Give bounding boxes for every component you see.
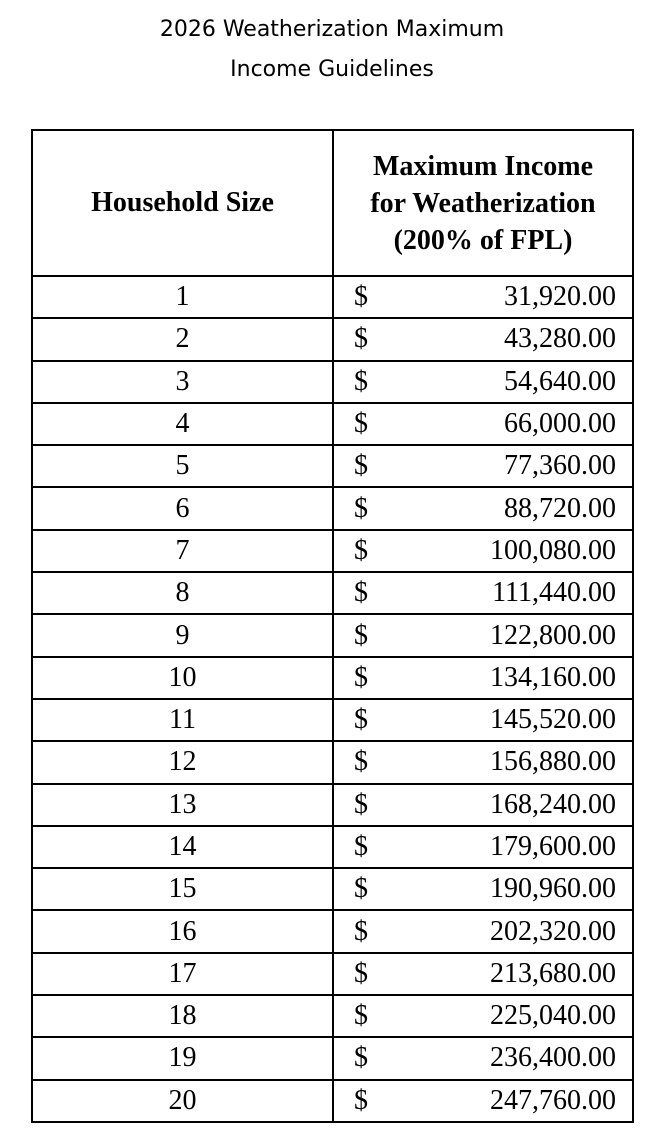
maximum-income-cell	[333, 487, 633, 529]
currency-symbol: $	[354, 492, 368, 524]
maximum-income-cell	[333, 530, 633, 572]
maximum-income-cell	[333, 572, 633, 614]
currency-symbol: $	[354, 915, 368, 947]
household-size-header: Household Size	[32, 130, 333, 276]
currency-symbol: $	[354, 957, 368, 989]
household-size-cell: 4	[32, 403, 333, 445]
currency-symbol: $	[354, 1042, 368, 1074]
household-size-cell: 15	[32, 868, 333, 910]
maximum-income-cell	[333, 403, 633, 445]
maximum-income-cell	[333, 995, 633, 1037]
household-size-cell: 18	[32, 995, 333, 1037]
table-row	[32, 445, 633, 487]
household-size-cell: 12	[32, 741, 333, 783]
income-amount: 31,920.00	[504, 281, 616, 313]
currency-symbol: $	[354, 619, 368, 651]
household-size-cell: 6	[32, 487, 333, 529]
currency-symbol: $	[354, 661, 368, 693]
table-body	[32, 276, 633, 1122]
currency-symbol: $	[354, 323, 368, 355]
table-row	[32, 826, 633, 868]
table-row	[32, 953, 633, 995]
table-row	[32, 572, 633, 614]
table-header-row	[32, 130, 633, 276]
currency-symbol: $	[354, 746, 368, 778]
maximum-income-cell	[333, 361, 633, 403]
income-amount: 190,960.00	[490, 873, 616, 905]
income-amount: 168,240.00	[490, 788, 616, 820]
income-amount: 88,720.00	[504, 492, 616, 524]
income-amount: 43,280.00	[504, 323, 616, 355]
table-row	[32, 868, 633, 910]
household-size-cell: 13	[32, 784, 333, 826]
income-amount: 122,800.00	[490, 619, 616, 651]
household-size-cell: 5	[32, 445, 333, 487]
household-size-cell: 14	[32, 826, 333, 868]
maximum-income-cell	[333, 953, 633, 995]
table-row	[32, 995, 633, 1037]
currency-symbol: $	[354, 408, 368, 440]
income-amount: 213,680.00	[490, 957, 616, 989]
maximum-income-cell	[333, 784, 633, 826]
household-size-cell: 8	[32, 572, 333, 614]
maximum-income-cell	[333, 868, 633, 910]
currency-symbol: $	[354, 1084, 368, 1116]
table-row	[32, 1080, 633, 1122]
income-amount: 225,040.00	[490, 1000, 616, 1032]
income-amount: 54,640.00	[504, 365, 616, 397]
income-amount: 134,160.00	[490, 661, 616, 693]
currency-symbol: $	[354, 1000, 368, 1032]
income-amount: 111,440.00	[492, 577, 616, 609]
table-row	[32, 318, 633, 360]
income-amount: 100,080.00	[490, 534, 616, 566]
maximum-income-cell	[333, 445, 633, 487]
table-row	[32, 784, 633, 826]
currency-symbol: $	[354, 788, 368, 820]
household-size-cell: 2	[32, 318, 333, 360]
maximum-income-cell	[333, 1080, 633, 1122]
table-row	[32, 1037, 633, 1079]
maximum-income-cell	[333, 699, 633, 741]
currency-symbol: $	[354, 281, 368, 313]
income-amount: 156,880.00	[490, 746, 616, 778]
income-amount: 202,320.00	[490, 915, 616, 947]
maximum-income-header-line-3: (200% of FPL)	[393, 224, 573, 256]
table-row	[32, 487, 633, 529]
income-amount: 247,760.00	[490, 1084, 616, 1116]
household-size-cell: 7	[32, 530, 333, 572]
maximum-income-cell	[333, 826, 633, 868]
currency-symbol: $	[354, 704, 368, 736]
maximum-income-cell	[333, 657, 633, 699]
table-row	[32, 614, 633, 656]
income-amount: 179,600.00	[490, 831, 616, 862]
maximum-income-cell	[333, 614, 633, 656]
maximum-income-header-line-2: for Weatherization	[370, 187, 596, 219]
income-amount: 77,360.00	[504, 450, 616, 482]
maximum-income-header-line-1: Maximum Income	[372, 150, 594, 182]
household-size-cell: 19	[32, 1037, 333, 1079]
household-size-cell: 17	[32, 953, 333, 995]
household-size-cell: 3	[32, 361, 333, 403]
income-amount: 66,000.00	[504, 408, 616, 440]
household-size-cell: 11	[32, 699, 333, 741]
household-size-cell: 9	[32, 614, 333, 656]
currency-symbol: $	[354, 534, 368, 566]
table-row	[32, 530, 633, 572]
table-row	[32, 361, 633, 403]
currency-symbol: $	[354, 450, 368, 482]
income-amount: 236,400.00	[490, 1042, 616, 1074]
household-size-cell: 16	[32, 910, 333, 952]
maximum-income-cell	[333, 741, 633, 783]
document-title-line-1: 2026 Weatherization Maximum	[159, 17, 505, 42]
household-size-cell: 10	[32, 657, 333, 699]
table-row	[32, 741, 633, 783]
maximum-income-cell	[333, 1037, 633, 1079]
table-row	[32, 699, 633, 741]
table-row	[32, 910, 633, 952]
table-row	[32, 276, 633, 318]
maximum-income-header	[333, 130, 633, 276]
maximum-income-cell	[333, 910, 633, 952]
household-size-cell: 20	[32, 1080, 333, 1122]
income-amount: 145,520.00	[490, 704, 616, 736]
currency-symbol: $	[354, 873, 368, 905]
currency-symbol: $	[354, 577, 368, 609]
maximum-income-cell	[333, 318, 633, 360]
table-row	[32, 657, 633, 699]
currency-symbol: $	[354, 831, 368, 862]
household-size-cell: 1	[32, 276, 333, 318]
document-title-line-2: Income Guidelines	[230, 57, 434, 82]
income-guidelines-table	[31, 129, 634, 1123]
currency-symbol: $	[354, 365, 368, 397]
table-row	[32, 403, 633, 445]
maximum-income-cell	[333, 276, 633, 318]
